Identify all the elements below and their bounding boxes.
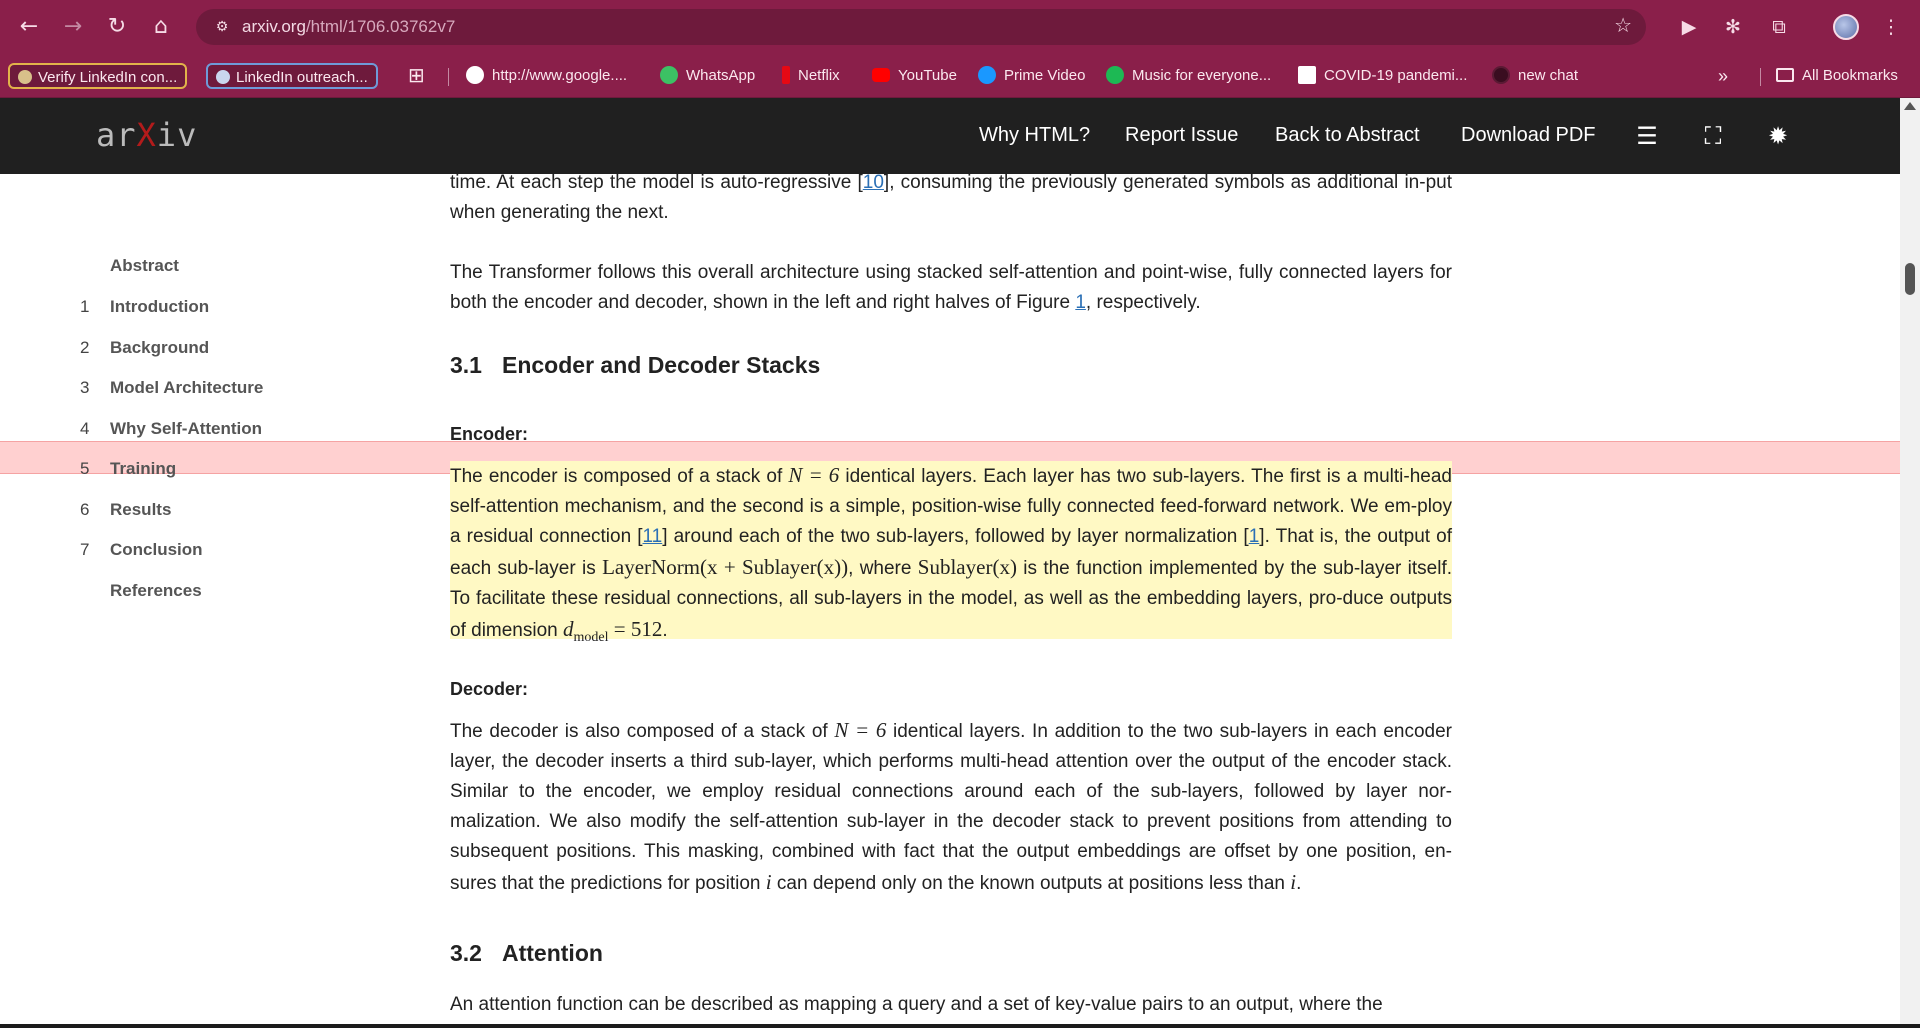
bookmark-google[interactable] [466,63,627,89]
home-icon[interactable]: ⌂ [154,14,168,39]
toc-num: 1 [80,297,90,316]
text: An attention function can be described as mapping a query and a set of key-value pairs to an output, where the [450,994,1383,1015]
media-icon[interactable]: ▶ [1681,16,1697,38]
site-info-icon[interactable]: ⚙ [215,19,229,35]
math-n-equals-6 [834,718,886,742]
math-text: N = 6 [834,718,887,742]
section-heading-3-1 [450,352,820,379]
citation-link[interactable]: 10 [862,172,884,193]
bookmark-prime-video[interactable] [978,63,1085,89]
folder-icon [1776,68,1794,82]
google-icon [466,66,484,84]
text: is the function implemented by the sub-layer itself. To facilitate these residual connections, all sub-layers in the model, as well as the embedding layers, pro-duce outputs of dimension [450,558,1453,641]
toc-item-training[interactable] [80,459,176,479]
forward-icon[interactable]: → [63,14,83,39]
bookmark-label: All Bookmarks [1802,67,1898,84]
bookmark-spotify[interactable] [1106,63,1271,89]
decoder-label: Decoder: [450,679,529,699]
key-icon [216,70,230,84]
math-text: i [1290,870,1297,894]
toc-label: Abstract [110,256,179,275]
bookmark-separator [1760,68,1761,86]
bookmark-label: Netflix [798,67,840,84]
bookmark-label: Prime Video [1004,67,1086,84]
url-text[interactable] [242,17,455,37]
figure-link[interactable]: 1 [1075,292,1086,313]
back-to-abstract-link[interactable]: Back to Abstract [1275,124,1420,146]
toc-label: Introduction [110,297,210,316]
taskbar-edge [0,1024,1920,1028]
menu-kebab-icon[interactable]: ⋮ [1881,16,1901,38]
math-text: i [765,870,772,894]
toc-item-why-self-attention[interactable] [80,419,262,439]
scroll-thumb[interactable] [1905,263,1915,295]
bookmark-whatsapp[interactable] [660,63,755,89]
bookmark-separator [448,68,449,86]
youtube-icon [872,68,890,82]
math-n-equals-6 [788,463,839,487]
logo-x: X [136,116,157,154]
paragraph-autoregressive [450,168,1452,228]
url-host: arxiv.org [242,17,306,36]
logo-part: ar [96,116,137,154]
text: The encoder is composed of a stack of [450,466,789,487]
bookmark-label: WhatsApp [686,67,756,84]
download-pdf-link[interactable]: Download PDF [1461,124,1596,146]
wikipedia-icon [1298,66,1316,84]
toc-num: 6 [80,500,90,519]
fullscreen-icon[interactable]: ⛶ [1704,122,1722,150]
paragraph-decoder [450,715,1452,899]
toc-num: 5 [80,459,90,478]
toc-label: Why Self-Attention [110,419,263,438]
url-path: /html/1706.03762v7 [305,17,456,36]
math-text: N = 6 [788,463,840,487]
citation-link[interactable]: 1 [1248,526,1260,547]
math-d-model [563,617,663,646]
page-scrollbar[interactable] [1900,98,1920,1028]
paragraph-attention [450,990,1452,1020]
text: The Transformer follows this overall architecture using stacked self-attention and point-wise, fully connected layers for both the encoder and decoder, shown in the left and right halves of Figure [450,262,1452,313]
math-text: d [563,617,574,641]
prime-video-icon [978,66,996,84]
bookmark-linkedin-outreach[interactable] [206,63,378,89]
text: can depend only on the known outputs at positions less than [771,873,1291,894]
bookmark-star-icon[interactable]: ☆ [1614,13,1632,37]
math-layernorm: LayerNorm(x + Sublayer(x)) [602,555,849,579]
all-bookmarks-folder[interactable] [1776,63,1898,89]
section-heading-3-2 [450,940,603,967]
toc-item-model-architecture[interactable] [80,378,263,398]
toc-item-results[interactable] [80,500,171,520]
section-number: 3.1 [450,352,482,378]
text: time. At each step the model is auto-regressive [ [450,172,863,193]
browser-toolbar [0,0,1920,54]
bookmark-label: new chat [1518,67,1579,84]
bookmark-label: YouTube [898,67,957,84]
section-number: 3.2 [450,940,482,966]
toc-label: Training [110,459,177,478]
profile-avatar[interactable] [1833,14,1859,40]
back-icon[interactable]: ← [19,14,39,39]
toc-list-icon[interactable]: ☰ [1636,122,1658,150]
theme-toggle-icon[interactable]: ✹ [1767,122,1789,150]
paragraph-transformer-overview [450,258,1452,318]
toc-item-background[interactable] [80,338,209,358]
toc-item-conclusion[interactable] [80,540,203,560]
paragraph-encoder [450,460,1452,653]
toc-label: Background [110,338,210,357]
text: . [662,620,668,641]
math-subscript: model [573,630,609,646]
bookmark-new-chat[interactable] [1492,63,1578,89]
toc-label: Results [110,500,172,519]
toc-label: Conclusion [110,540,203,559]
bookmark-covid[interactable] [1298,63,1467,89]
encoder-label: Encoder: [450,424,529,444]
toc-num: 7 [80,540,90,559]
arxiv-logo[interactable] [96,116,197,154]
scroll-up-arrow-icon[interactable] [1904,102,1916,110]
bookmarks-bar [0,54,1920,98]
text: , respectively. [1085,292,1201,313]
toc-num: 3 [80,378,90,397]
report-issue-link[interactable]: Report Issue [1125,124,1239,146]
key-icon [18,70,32,84]
text: identical layers. Each layer has two sub-layers. The first is a multi-head self-attention mechanism, and the second is a simple, position-wise fully connected feed-forward network. We em-ploy a residual connection [ [450,466,1452,547]
bookmark-label: Music for everyone... [1132,67,1272,84]
openai-icon [1492,66,1510,84]
toc-num: 4 [80,419,90,438]
text: identical layers. In addition to the two sub-layers in each encoder layer, the decoder inserts a third sub-layer, which performs multi-head attention over the output of the encoder stack. Similar to the encoder, we employ residual connections around each of the sub-layers, followed by layer nor-malization. We also modify the self-attention sub-layer in the decoder stack to prevent positions from attending to subsequent positions. This masking, combined with fact that the output embeddings are offset by one position, en-sures that the predictions for position [450,721,1452,894]
text: . [1296,873,1302,894]
bookmark-verify-linkedin[interactable] [8,63,187,89]
bookmark-youtube[interactable] [872,63,957,89]
extensions-icon[interactable]: ⧉ [1772,16,1786,38]
text: The decoder is also composed of a stack of [450,721,835,742]
chatgpt-extension-icon[interactable]: ✻ [1725,16,1741,38]
toc-num: 2 [80,338,90,357]
toc-item-abstract[interactable] [80,256,179,276]
bookmark-label: COVID-19 pandemi... [1324,67,1468,84]
toc-item-references[interactable] [80,581,202,601]
toc-label: References [110,581,202,600]
arxiv-header [0,98,1900,174]
reload-icon[interactable]: ↻ [107,14,127,39]
section-title: Attention [502,940,603,966]
section-title: Encoder and Decoder Stacks [502,352,821,378]
address-bar[interactable] [196,9,1646,45]
apps-grid-icon[interactable]: ⊞ [408,65,425,87]
toc-item-introduction[interactable] [80,297,209,317]
more-bookmarks-icon[interactable]: » [1718,66,1729,86]
netflix-icon [782,66,790,84]
spotify-icon [1106,66,1124,84]
bookmark-label: Verify LinkedIn con... [38,69,178,86]
toc-label: Model Architecture [110,378,264,397]
bookmark-label: LinkedIn outreach... [236,69,368,86]
text: , where [848,558,918,579]
math-sublayer: Sublayer(x) [917,555,1017,579]
text: ], consuming the previously generated symbols as additional in-put when generating the next. [450,172,1452,223]
bookmark-netflix[interactable] [782,63,840,89]
text: ] around each of the two sub-layers, followed by layer normalization [ [662,526,1249,547]
citation-link[interactable]: 11 [642,526,663,547]
bookmark-label: http://www.google.... [492,67,628,84]
logo-part: iv [156,116,198,154]
math-text: = 512 [608,617,663,641]
why-html-link[interactable]: Why HTML? [979,124,1091,146]
text: ]. That is, the output of each sub-layer is [450,526,1452,579]
whatsapp-icon [660,66,678,84]
